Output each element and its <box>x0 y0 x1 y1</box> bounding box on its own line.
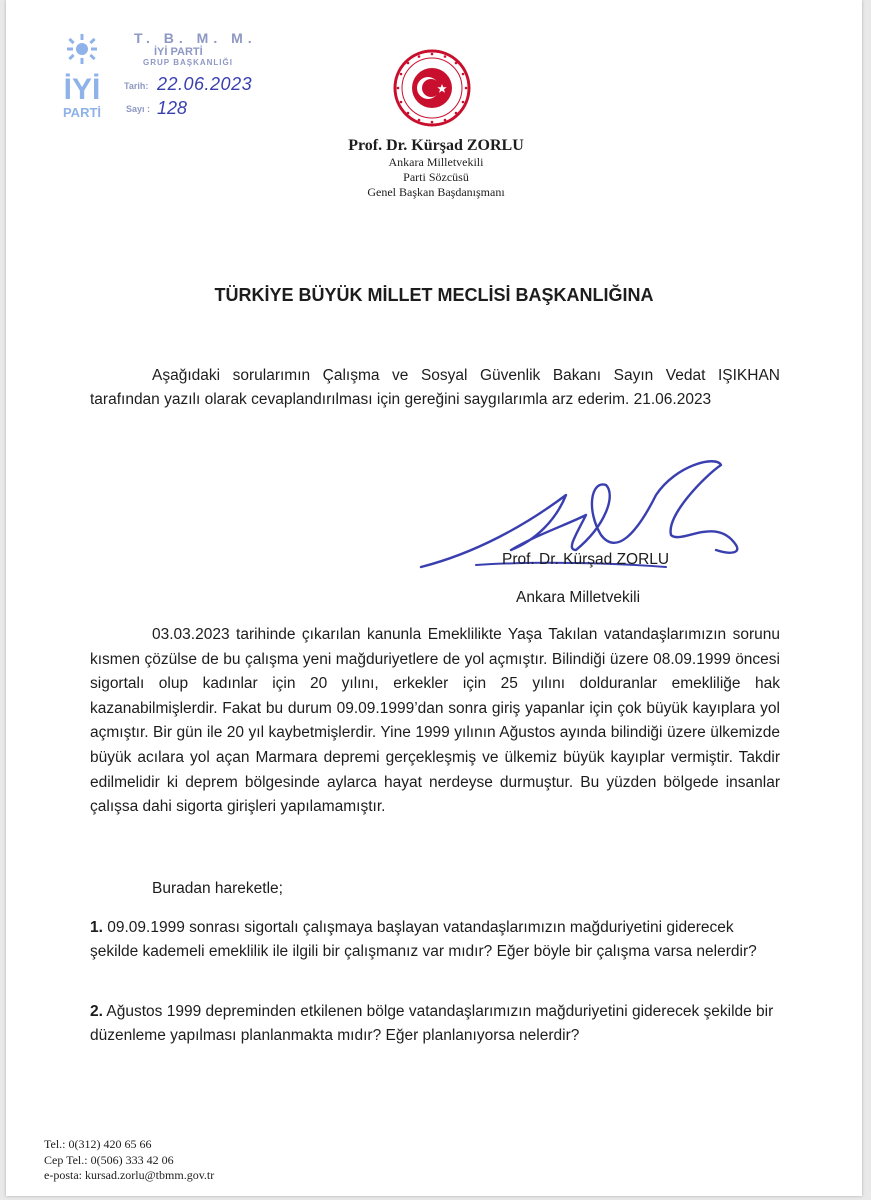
body-paragraph: 03.03.2023 tarihinde çıkarılan kanunla Emeklilikte Yaşa Takılan vatandaşlarımızın sorunu kısmen çözülse de bu çalışma yeni mağduriyetlere de yol açmıştır. Bilindiği üzere 08.09.1999 öncesi sigortalı olup kadınlar için 20 yılını, erkekler için 25 yılını dolduranlar emekliliğe hak kazanabilmişlerdir. Fakat bu durum 09.09.1999’dan sonra giriş yapanlar için çok büyük kayıplara yol açmıştır. Bir gün ile 20 yıl kaybetmişlerdir. Yine 1999 yılının Ağustos ayında bilindiği üzere ülkemizde büyük acılara yol açan Marmara depremi gerçekleşmiş ve ülkemiz büyük kayıplar vermiştir. Takdir edilmelidir ki deprem bölgesinde aylarca hayat nerdeyse durmuştur. Bu yüzden bölgede insanlar çalışsa dahi sigorta girişleri yapılamamıştır. <box>90 626 780 816</box>
sender-header <box>316 137 556 200</box>
document-page <box>6 0 862 1196</box>
sender-line-1: Ankara Milletvekili <box>388 155 484 169</box>
question-text: Ağustos 1999 depreminden etkilenen bölge vatandaşlarımızın mağduriyetini giderecek şekilde bir düzenleme yapılması planlanmakta mıdır? Eğer planlanıyorsa nelerdir? <box>90 1003 774 1044</box>
stamp-office: GRUP BAŞKANLIĞI <box>143 58 233 67</box>
question-item <box>90 916 780 964</box>
question-number: 2. <box>90 1003 103 1020</box>
sender-line-2: Parti Sözcüsü <box>403 170 469 184</box>
lead-text: Buradan hareketle; <box>152 880 283 897</box>
received-stamp <box>124 30 314 120</box>
stamp-date-label: Tarih: <box>124 81 149 91</box>
stamp-number-value: 128 <box>157 98 188 118</box>
stamp-party: İYİ PARTİ <box>154 46 203 58</box>
footer-tel: Tel.: 0(312) 420 65 66 <box>44 1137 152 1151</box>
contact-footer <box>44 1137 214 1184</box>
footer-mobile: Cep Tel.: 0(506) 333 42 06 <box>44 1152 174 1167</box>
tbmm-emblem <box>392 48 472 128</box>
question-item <box>90 1000 780 1048</box>
iyi-party-logo <box>53 33 111 123</box>
sender-line-3: Genel Başkan Başdanışmanı <box>367 185 505 199</box>
document-title: TÜRKİYE BÜYÜK MİLLET MECLİSİ BAŞKANLIĞINA <box>214 285 654 305</box>
stamp-date-value: 22.06.2023 <box>157 74 253 94</box>
question-number: 1. <box>90 919 103 936</box>
stamp-number-label: Sayı : <box>126 104 151 114</box>
question-text: 09.09.1999 sonrası sigortalı çalışmaya başlayan vatandaşlarımızın mağduriyetini giderecek şekilde kademeli emeklilik ile ilgili bir çalışmanız var mıdır? Eğer böyle bir çalışma varsa nelerdir? <box>90 919 757 960</box>
sender-name: Prof. Dr. Kürşad ZORLU <box>348 137 524 154</box>
footer-email: e-posta: kursad.zorlu@tbmm.gov.tr <box>44 1168 215 1182</box>
signature-name: Prof. Dr. Kürşad ZORLU <box>502 551 670 568</box>
logo-subtext: PARTİ <box>62 105 102 120</box>
stamp-org: T. B. M. M. <box>134 30 257 46</box>
logo-text: İYİ <box>63 73 101 106</box>
signature-title: Ankara Milletvekili <box>516 589 641 606</box>
intro-paragraph: Aşağıdaki sorularımın Çalışma ve Sosyal Güvenlik Bakanı Sayın Vedat IŞIKHAN tarafından yazılı olarak cevaplandırılması için gereğini saygılarımla arz ederim. 21.06.2023 <box>90 367 780 408</box>
